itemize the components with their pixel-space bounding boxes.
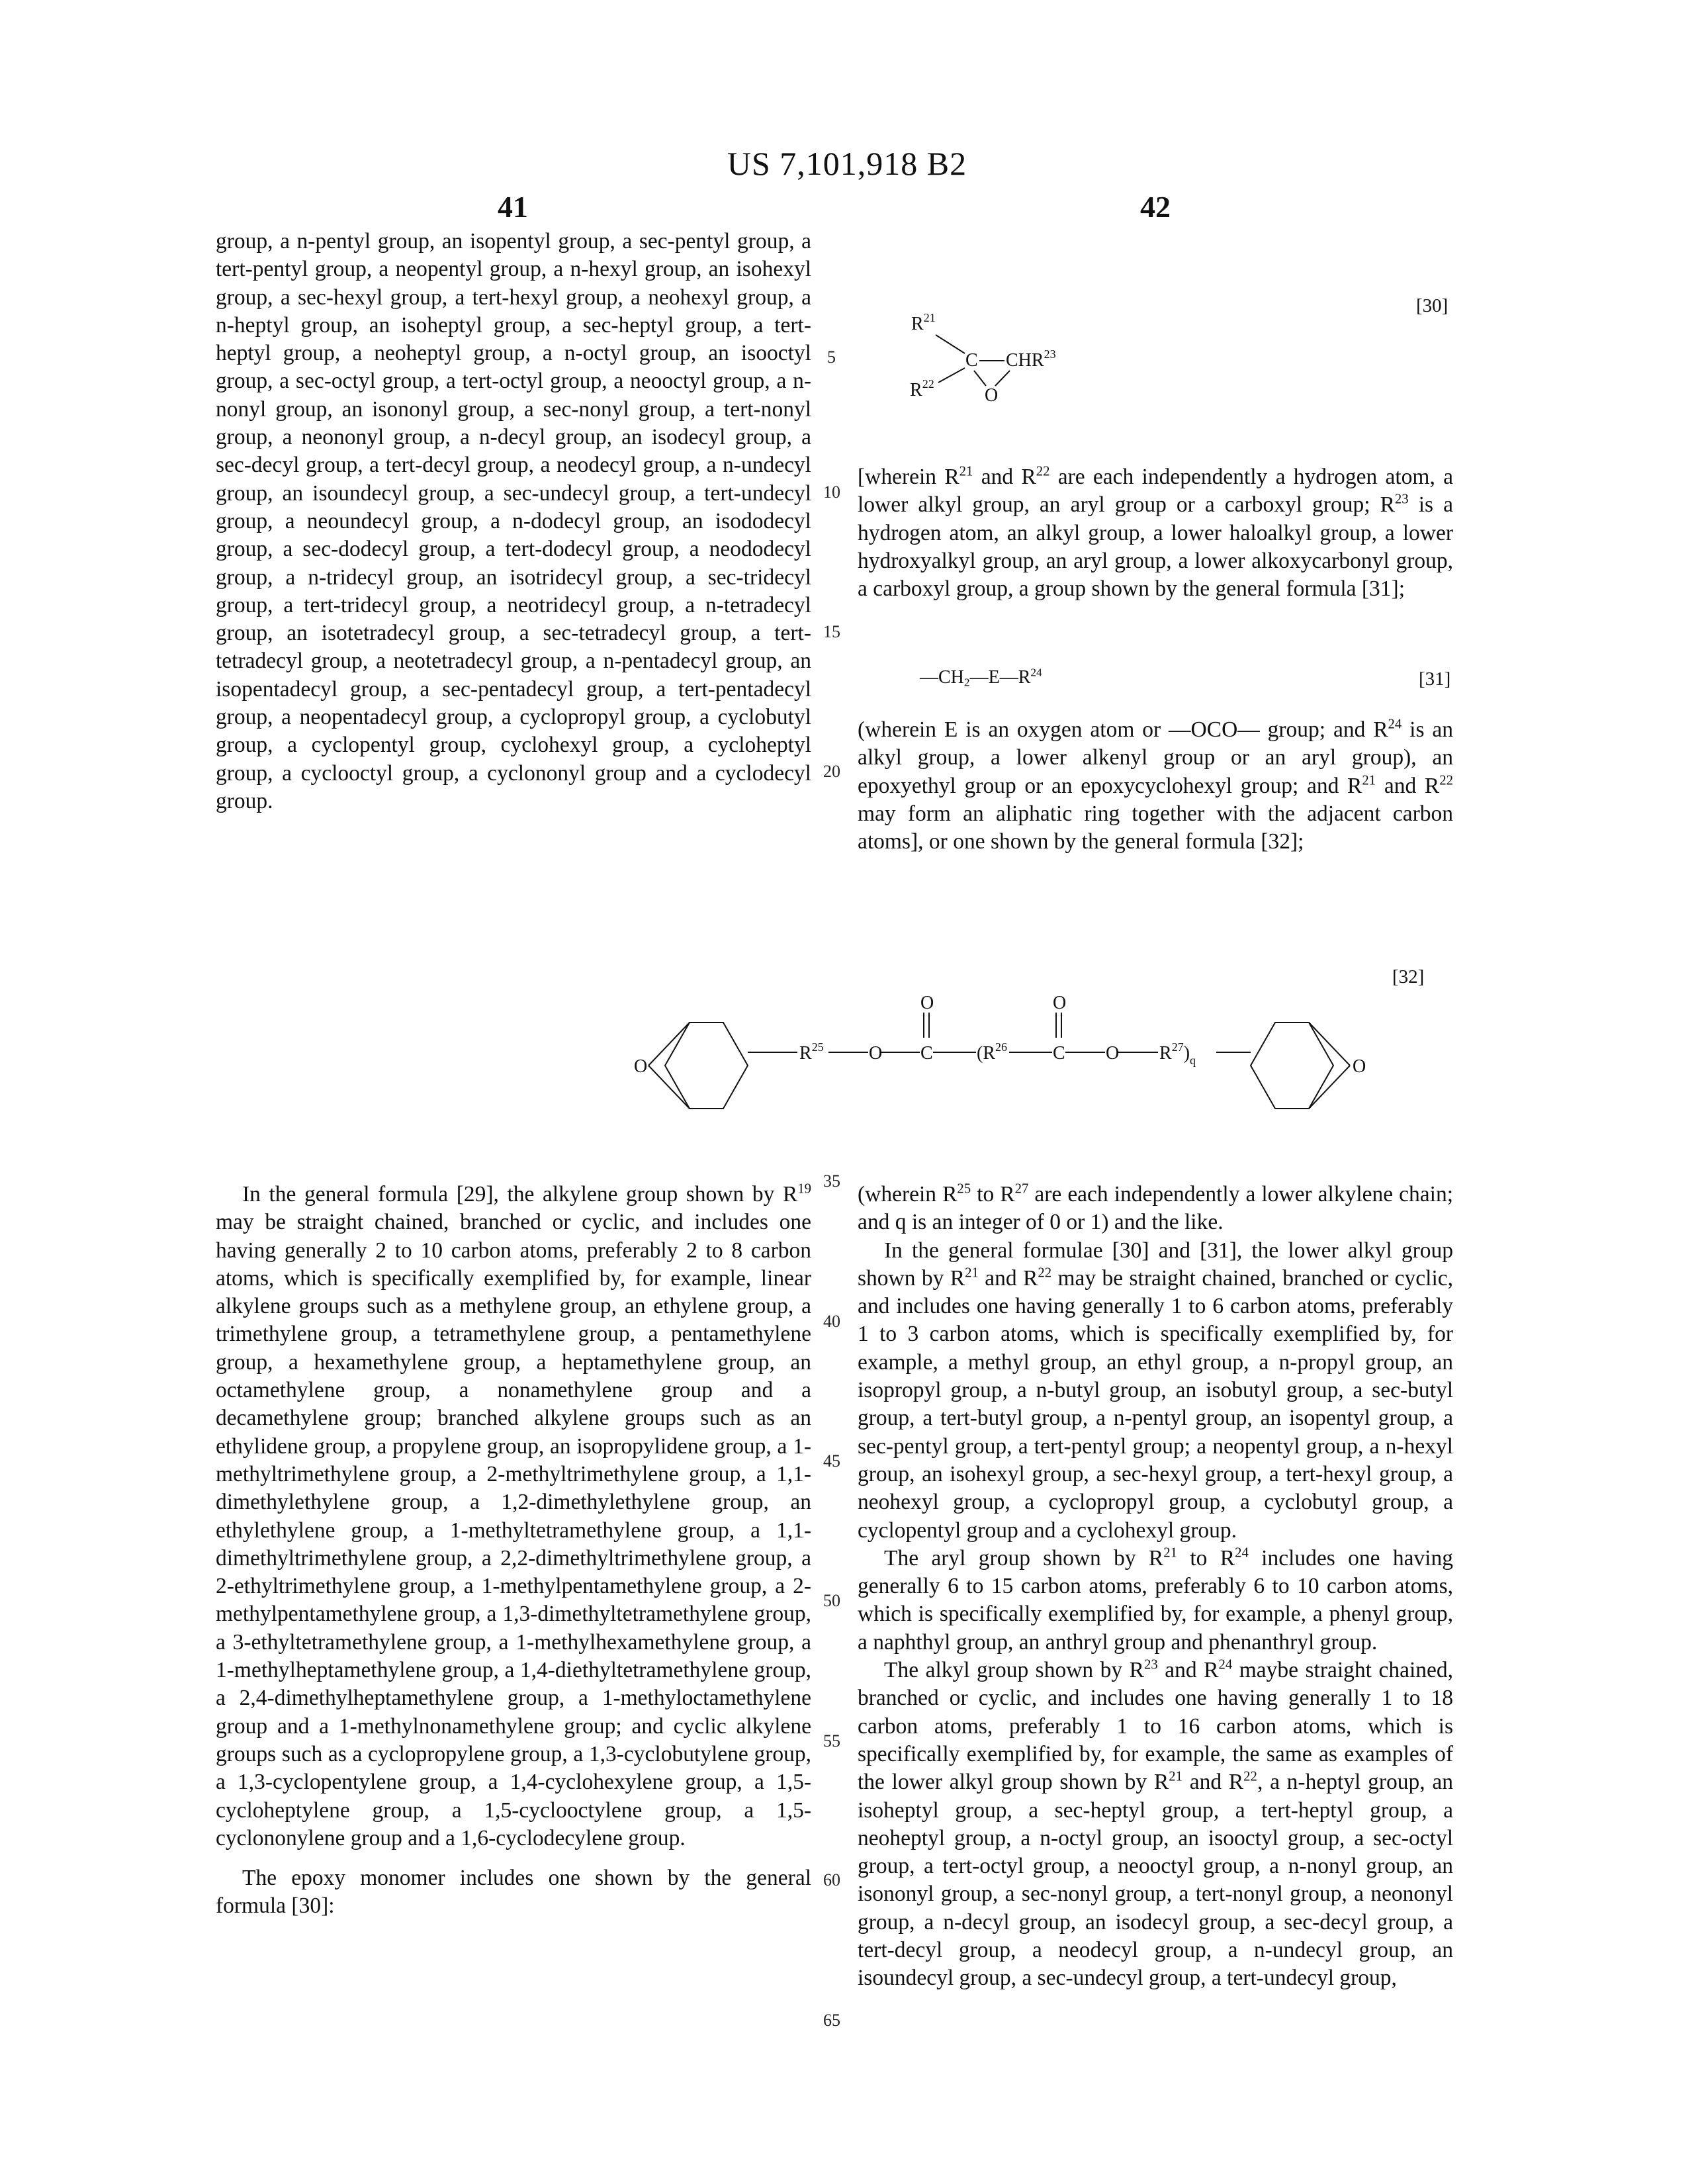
r22-label: R22 (910, 377, 934, 400)
line-number: 50 (823, 1591, 840, 1611)
bond-line (938, 368, 965, 383)
r21-label: R21 (911, 311, 936, 334)
line-number: 5 (827, 347, 836, 367)
carbonyl-carbon-1: C (920, 1043, 933, 1064)
carbonyl-oxygen-1: O (920, 993, 934, 1013)
formula-30-ref: [30] (1416, 295, 1448, 317)
line-number: 65 (823, 2011, 840, 2030)
left-column-top (216, 228, 811, 815)
bond-line (995, 371, 1010, 386)
carbonyl-carbon-2: C (1053, 1043, 1065, 1064)
line-number: 15 (823, 622, 840, 642)
body-paragraph: The aryl group shown by R21 to R24 includes one having generally 6 to 15 carbon atoms, preferably 6 to 10 carbon atoms, which is specifically exemplified by, for example, a phenyl group, a naphthyl group, an anthryl group and phenanthryl group. (858, 1545, 1453, 1657)
line-number: 45 (823, 1451, 840, 1471)
formula-32-ref: [32] (1392, 966, 1424, 988)
left-column-bottom (216, 1181, 811, 1921)
line-number: 20 (823, 762, 840, 782)
formula-31-ref: [31] (1419, 668, 1450, 690)
patent-number: US 7,101,918 B2 (0, 144, 1694, 183)
epoxide-oxygen-right: O (1353, 1056, 1366, 1077)
line-number: 10 (823, 482, 840, 502)
epoxide-oxygen-left: O (634, 1056, 647, 1077)
right-column-bottom (858, 1181, 1453, 1993)
page-number-left: 41 (498, 189, 528, 224)
body-paragraph: (wherein E is an oxygen atom or —OCO— group; and R24 is an alkyl group, a lower alkenyl group or an aryl group), an epoxyethyl group or an epoxycyclohexyl group; and R21 and R22 may form an aliphatic ring together with the adjacent carbon atoms], or one shown by the general formula [32]; (858, 716, 1453, 856)
body-paragraph: The epoxy monomer includes one shown by the general formula [30]: (216, 1864, 811, 1921)
right-column-middle (858, 716, 1453, 856)
body-paragraph: In the general formula [29], the alkylene group shown by R19 may be straight chained, branched or cyclic, and includes one having generally 2 to 10 carbon atoms, preferably 2 to 8 carbon atoms, which is specifically exemplified by, for example, linear alkylene groups such as a methylene group, an ethylene group, a trimethylene group, a tetramethylene group, a pentamethylene group, a hexamethylene group, a heptamethylene group, an octamethylene group, a nonamethylene group and a decamethylene group; branched alkylene groups such as an ethylidene group, a propylene group, an isopropylidene group, a 1-methyltrimethylene group, a 2-methyltrimethylene group, a 1,1-dimethylethylene group, a 1,2-dimethylethylene group, an ethylethylene group, a 1-methyltetramethylene group, a 1,1-dimethyltrimethylene group, a 2,2-dimethyltrimethylene group, a 2-ethyltrimethylene group, a 1-methylpentamethylene group, a 2-methylpentamethylene group, a 1,3-dimethyltetramethylene group, a 3-ethyltetramethylene group, a 1-methylhexamethylene group, a 1-methylheptamethylene group, a 1,4-diethyltetramethylene group, a 2,4-dimethylheptamethylene group, a 1-methyloctamethylene group and a 1-methylnonamethylene group; and cyclic alkylene groups such as a cyclopropylene group, a 1,3-cyclobutylene group, a 1,3-cyclopentylene group, a 1,4-cyclohexylene group, a 1,5-cycloheptylene group, a 1,5-cyclooctylene group, a 1,5-cyclononylene group and a 1,6-cyclodecylene group. (216, 1181, 811, 1852)
formula-30-epoxide (887, 306, 1085, 418)
formula-32-diepoxide (629, 979, 1390, 1125)
line-number: 60 (823, 1870, 840, 1890)
body-paragraph: (wherein R25 to R27 are each independently a lower alkylene chain; and q is an integer of 0 or 1) and the like. (858, 1181, 1453, 1237)
ester-oxygen-2: O (1106, 1043, 1119, 1064)
line-number: 40 (823, 1312, 840, 1332)
line-number: 55 (823, 1731, 840, 1751)
r26-label: (R26 (977, 1040, 1007, 1064)
carbon-label: C (965, 350, 978, 371)
r25-label: R25 (799, 1040, 824, 1064)
line-number: 35 (823, 1171, 840, 1191)
right-column-top (858, 463, 1453, 603)
body-paragraph: [wherein R21 and R22 are each independently a hydrogen atom, a lower alkyl group, an aryl group or a carboxyl group; R23 is a hydrogen atom, an alkyl group, a lower haloalkyl group, a lower hydroxyalkyl group, an aryl group, a lower alkoxycarbonyl group, a carboxyl group, a group shown by the general formula [31]; (858, 463, 1453, 603)
formula-31: —CH2—E—R24 (920, 667, 1042, 688)
chr23-label: CHR23 (1006, 347, 1056, 371)
body-paragraph: The alkyl group shown by R23 and R24 maybe straight chained, branched or cyclic, and includes one having generally 1 to 18 carbon atoms, preferably 1 to 16 carbon atoms, which is specifically exemplified by, for example, the same as examples of the lower alkyl group shown by R21 and R22, a n-heptyl group, an isoheptyl group, a sec-heptyl group, a tert-heptyl group, a neoheptyl group, a n-octyl group, an isooctyl group, a sec-octyl group, a tert-octyl group, a neooctyl group, a n-nonyl group, an isononyl group, a sec-nonyl group, a tert-nonyl group, a neononyl group, a n-decyl group, an isodecyl group, a sec-decyl group, a tert-decyl group, a neodecyl group, a n-undecyl group, an isoundecyl group, a sec-undecyl group, a tert-undecyl group, (858, 1657, 1453, 1993)
page-number-right: 42 (1140, 189, 1171, 224)
oxygen-label: O (985, 385, 998, 406)
body-paragraph: group, a n-pentyl group, an isopentyl group, a sec-pentyl group, a tert-pentyl group, a neopentyl group, a n-hexyl group, an isohexyl group, a sec-hexyl group, a tert-hexyl group, a neohexyl group, a n-heptyl group, an isoheptyl group, a sec-heptyl group, a tert-heptyl group, a neoheptyl group, a n-octyl group, an isooctyl group, a sec-octyl group, a tert-octyl group, a neooctyl group, a n-nonyl group, an isononyl group, a sec-nonyl group, a tert-nonyl group, a neononyl group, a n-decyl group, an isodecyl group, a sec-decyl group, a tert-decyl group, a neodecyl group, a n-undecyl group, an isoundecyl group, a sec-undecyl group, a tert-undecyl group, a neoundecyl group, a n-dodecyl group, an isododecyl group, a sec-dodecyl group, a tert-dodecyl group, a neododecyl group, a n-tridecyl group, an isotridecyl group, a sec-tridecyl group, a tert-tridecyl group, a neotridecyl group, a n-tetradecyl group, an isotetradecyl group, a sec-tetradecyl group, a tert-tetradecyl group, a neotetradecyl group, a n-pentadecyl group, an isopentadecyl group, a sec-pentadecyl group, a tert-pentadecyl group, a neopentadecyl group, a cyclopropyl group, a cyclobutyl group, a cyclopentyl group, cyclohexyl group, a cycloheptyl group, a cyclooctyl group, a cyclononyl group and a cyclodecyl group. (216, 228, 811, 815)
ester-oxygen-1: O (869, 1043, 882, 1064)
bond-line (936, 335, 965, 353)
body-paragraph: In the general formulae [30] and [31], the lower alkyl group shown by R21 and R22 may be straight chained, branched or cyclic, and includes one having generally 1 to 6 carbon atoms, preferably 1 to 3 carbon atoms, which is specifically exemplified by, for example, a methyl group, an ethyl group, a n-propyl group, an isopropyl group, a n-butyl group, an isobutyl group, a sec-butyl group, a tert-butyl group, a n-pentyl group, an isopentyl group, a sec-pentyl group, a tert-pentyl group; a neopentyl group, a n-hexyl group, an isohexyl group, a sec-hexyl group, a tert-hexyl group, a neohexyl group, a cyclopropyl group, a cyclobutyl group, a cyclopentyl group and a cyclohexyl group. (858, 1237, 1453, 1545)
bond-line (974, 371, 986, 386)
r27-label: R27)q (1159, 1040, 1196, 1067)
carbonyl-oxygen-2: O (1053, 993, 1066, 1013)
